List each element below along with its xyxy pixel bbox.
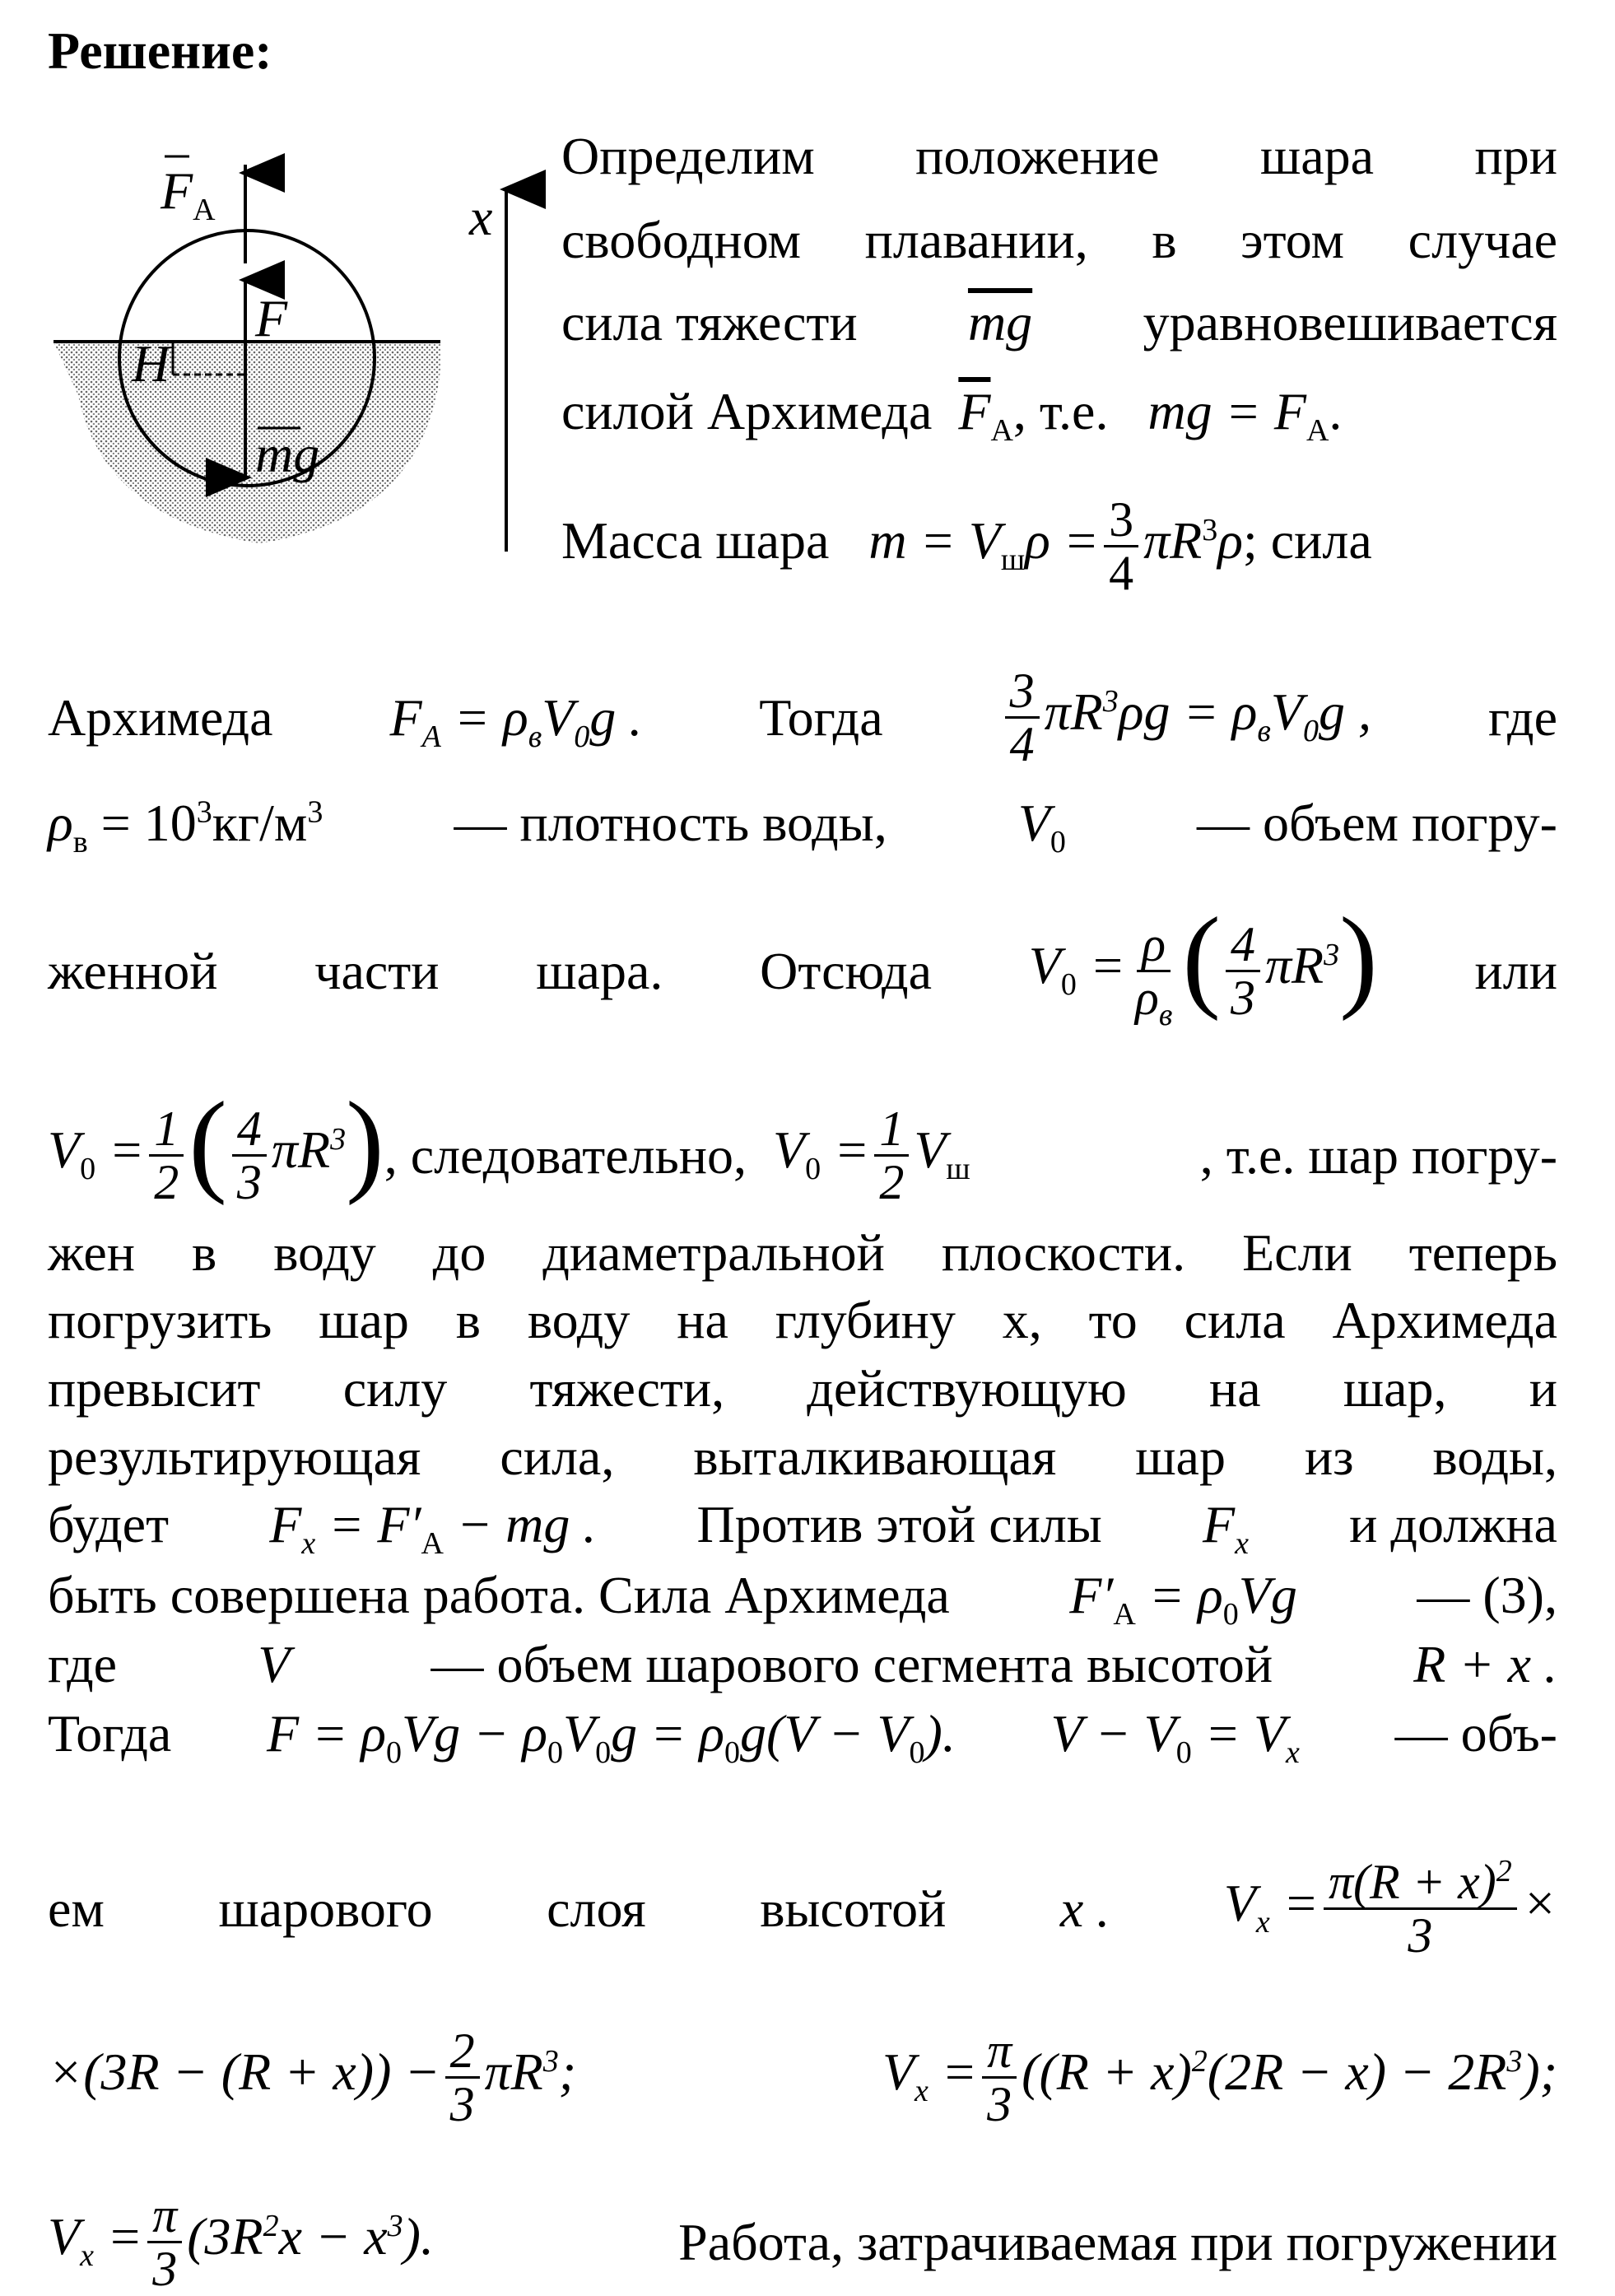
prose-line-12: превысит силу тяжести, действующую на шар, и	[48, 1359, 1557, 1418]
solution-heading: Решение:	[48, 21, 272, 80]
prose-line-13: результирующая сила, выталкивающая шар из воды,	[48, 1427, 1557, 1486]
text-line-15: быть совершена работа. Сила Архимеда $F'_A = \rho_0Vg$ — (3),	[48, 1566, 1557, 1632]
text-line-7: $\rho_в = 10^3кг/м^3$ — плотность воды, $V_0$ — объем погру-	[48, 794, 1557, 859]
text-line-18: ем шарового слоя высотой x . $V_x$ = $\frac{\pi(R + x)^2}{3}$ ×	[48, 1854, 1557, 1963]
text-line-20: $V_x$ = $\frac{\pi}{3}$ $(3R^2x - x^3)$. Работа, затрачиваемая при погружении	[48, 2188, 1557, 2296]
prose-line-10: жен в воду до диаметральной плоскости. Если теперь	[48, 1223, 1557, 1282]
text-line-6: Архимеда $F_A = \rho_вV_0g$ . Тогда $\frac{3}{4}$ $\pi R^3\rho g = \rho_вV_0g$ , где	[48, 664, 1557, 771]
label-mg: mg	[255, 425, 320, 483]
label-x-axis: x	[469, 188, 493, 246]
text-line-2: свободном плавании, в этом случае	[561, 211, 1557, 269]
text-line-1: Определим положение шара при	[561, 127, 1557, 185]
label-fa: $F_A$	[161, 161, 216, 227]
text-line-16: где V — объем шарового сегмента высотой R + x .	[48, 1635, 1557, 1693]
label-h: H	[132, 334, 170, 393]
text-line-14: будет $F_x = F'_A$ − mg . Против этой силы $F_x$ и должна	[48, 1495, 1557, 1561]
text-line-19: ×(3R − (R + x)) − $\frac{2}{3}$ $\pi R^3$; $V_x$ = $\frac{\pi}{3}$ $((R + x)^2(2R - x) - 2R^3)$;	[48, 2024, 1557, 2131]
label-f: F	[255, 289, 288, 347]
text-line-9: $V_0$ = $\frac{1}{2}$ ( $\frac{4}{3}$ $\pi R^3$) , следовательно, $V_0$ = $\frac{1}{2}$ $V_ш$ , т.е. шар погру-	[48, 1078, 1557, 1209]
text-line-17: Тогда $F = \rho_0Vg - \rho_0V_0g = \rho_0g(V - V_0)$. $V - V_0 = V_x$ — объ-	[48, 1704, 1557, 1770]
text-line-5: Масса шара $m = V_ш\rho$ = $\frac{3}{4}$ $\pi R^3\rho$; сила	[561, 492, 1372, 600]
text-line-4: силой Архимеда $\overline{F}_A$, т.е. mg = $F_A$.	[561, 382, 1343, 448]
text-line-8: женной части шара. Отсюда $V_0$ = $\frac{\rho}{\rho_в}$ ( $\frac{4}{3}$ $\pi R^3$) или	[48, 894, 1557, 1032]
text-line-3: сила тяжести $\overline{mg}$ уравновешивается	[561, 293, 1557, 352]
prose-line-11: погрузить шар в воду на глубину x, то сила Архимеда	[48, 1291, 1557, 1349]
